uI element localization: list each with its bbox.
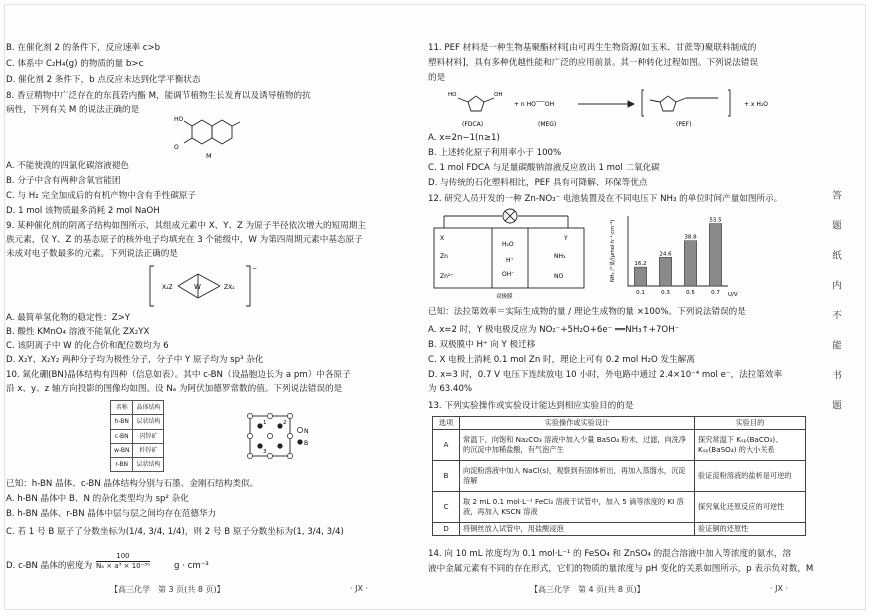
table-header: 名称 — [111, 401, 133, 415]
q13-stem: 13. 下列实验操作或实验设计能达到相应实验目的的是 — [428, 401, 634, 411]
density-fraction — [96, 552, 150, 571]
meg-reactant: + n HO‾‾‾OH — [514, 101, 555, 108]
table-row — [111, 429, 164, 443]
density-unit: g · cm⁻³ — [174, 561, 209, 571]
chart-bar — [709, 224, 722, 286]
q7-option-b: B. 在催化剂 2 的条件下，反应速率 c>b — [6, 43, 161, 53]
q12-option-d-2: 为 63.40% — [428, 384, 473, 394]
cell-y: Y — [564, 235, 568, 242]
table-header: 晶体结构 — [133, 401, 164, 415]
q13-table — [432, 416, 806, 536]
q9-option-a: A. 最简单氢化物的稳定性：Z>Y — [6, 313, 131, 323]
q12-stem: 12. 研究人员开发的一种 Zn-NO₃⁻ 电池装置及在不同电压下 NH₃ 的单位时间产量如图所示。 — [428, 194, 783, 204]
density-numerator: 100 — [96, 552, 150, 562]
water-product: + x H₂O — [744, 101, 769, 108]
cell-no: NO — [554, 273, 564, 280]
lattice-two: 2 — [283, 420, 287, 426]
q9-option-d: D. X₂Y、X₂Y₂ 两种分子均为极性分子，分子中 Y 原子均为 sp³ 杂化 — [6, 355, 264, 365]
cell-oh: OH⁻ — [502, 271, 515, 278]
fdca-oh: OH — [494, 92, 503, 98]
footer-page-left: 【高三化学 第 3 页(共 8 页)】 — [110, 585, 225, 594]
table-header-row — [111, 401, 164, 415]
table-cell: 闪锌矿 — [133, 429, 164, 443]
table-header: 选项 — [433, 417, 460, 430]
table-row — [111, 415, 164, 429]
table-cell: c-BN — [111, 429, 133, 443]
q10-option-d: D. c-BN 晶体的密度为 — [6, 561, 93, 571]
q8-stem-1: 8. 香豆精物中广泛存在的东莨菪内酯 M，能调节植物生长发育以及诱导植物的抗 — [6, 91, 311, 101]
chart-bar — [634, 267, 647, 286]
q9-stem-1: 9. 某种催化剂的阴离子结构如图所示，其组成元素中 X、Y、Z 为原子半径依次增大的短周期主 — [6, 221, 366, 231]
q12-option-c: C. X 电极上消耗 0.1 mol Zn 时，理论上可有 0.2 mol H₂O 发生解离 — [428, 355, 695, 365]
zn-no3-cell-diagram — [428, 206, 598, 302]
chart-tick-label: 0.5 — [686, 290, 695, 296]
sidebar-char: 答 — [830, 190, 841, 200]
sidebar-char: 题 — [830, 220, 841, 230]
table-cell: C — [433, 492, 460, 523]
q12-option-a: A. x=2 时，Y 极电极反应为 NO₂⁻+5H₂O+6e⁻ ══NH₃↑+7OH⁻ — [428, 325, 680, 335]
q8-stem-2: 病性，下列有关 M 的说法正确的是 — [6, 105, 140, 115]
pef-reaction-scheme — [428, 86, 808, 132]
table-header: 实验操作或实验设计 — [460, 417, 695, 430]
q8-option-d: D. 1 mol 该物质最多消耗 2 mol NaOH — [6, 206, 160, 216]
cell-x: X — [440, 235, 445, 242]
chart-bar — [684, 241, 697, 286]
table-cell: 将铜丝放入试管中，用盐酸浸泡 — [460, 523, 695, 536]
chart-tick-label: 0.3 — [661, 290, 670, 296]
q10-stem-1: 10. 氮化硼(BN)晶体结构有四种（信息如表）。其中 c-BN（设晶胞边长为 a pm）中各原子 — [6, 370, 351, 380]
sidebar-char: 内 — [830, 280, 841, 290]
molecule-m-structure — [174, 112, 246, 160]
footer-mark-left: · JX · — [350, 584, 369, 593]
chart-data-label: 53.5 — [709, 217, 722, 224]
table-row — [433, 492, 806, 523]
mol-o: O — [174, 144, 179, 151]
q11-stem-3: 的是 — [428, 73, 446, 83]
pef-label: (PEF) — [676, 121, 692, 128]
footer-mark-right: · JX · — [770, 584, 789, 593]
table-cell: 层状结构 — [133, 415, 164, 429]
bn-structure-table — [110, 400, 164, 472]
q7-option-c: C. 体系中 C₂H₄(g) 的物质的量 b>c — [6, 59, 144, 69]
q11-option-a: A. x=2n−1(n≥1) — [428, 133, 500, 143]
q10-option-c: C. 若 1 号 B 原子了分数坐标为(1/4, 3/4, 1/4)，则 2 号 B 原子分数坐标为(1, 3/4, 3/4) — [6, 527, 344, 537]
q8-option-b: B. 分子中含有两种含氧官能团 — [6, 176, 121, 186]
chart-data-label: 38.8 — [684, 234, 697, 241]
q8-option-c: C. 与 H₂ 完全加成后的有机产物中含有手性碳原子 — [6, 191, 197, 201]
sidebar-char: 能 — [830, 340, 841, 350]
q10-option-b: B. h-BN 晶体、r-BN 晶体中层与层之间均存在范德华力 — [6, 509, 217, 519]
q12-option-b: B. 双极膜中 H⁺ 向 Y 极迁移 — [428, 340, 536, 350]
mol-ho: HO — [174, 116, 184, 123]
bn-lattice-projection — [246, 412, 316, 462]
sidebar-char: 题 — [830, 400, 841, 410]
cell-nh3: NH₃ — [554, 253, 566, 260]
cell-hp: H⁺ — [506, 257, 514, 264]
sidebar-char: 纸 — [830, 250, 841, 260]
table-header-row — [433, 417, 806, 430]
cell-zn2: Zn²⁺ — [440, 273, 454, 280]
q9-option-c: C. 该阴离子中 W 的化合价和配位数均为 6 — [6, 341, 169, 351]
chart-x-axis-label: U/V — [728, 292, 738, 298]
table-cell: 常温下，向饱和 Na₂CO₃ 溶液中加入少量 BaSO₄ 粉末，过滤，向洗净的沉淀中加稀盐酸，有气泡产生 — [460, 430, 695, 461]
cell-zn: Zn — [440, 253, 448, 260]
q11-option-c: C. 1 mol FDCA 与足量碳酸钠溶液反应放出 1 mol 二氧化碳 — [428, 163, 660, 173]
lattice-three: 3 — [263, 449, 267, 455]
chart-data-label: 16.2 — [634, 261, 647, 268]
lattice-one: 1 — [263, 420, 267, 426]
q12-faraday-def: 已知：法拉第效率＝实际生成物的量 / 理论生成物的量 ×100%。下列说法错误的是 — [428, 307, 746, 317]
chart-tick-label: 0.1 — [636, 290, 645, 296]
table-cell: 纤锌矿 — [133, 443, 164, 457]
cell-h2o: H₂O — [502, 241, 514, 248]
table-cell: 取 2 mL 0.1 mol·L⁻¹ FeCl₃ 溶液于试管中，加入 5 滴等浓度的 KI 溶液，再加入 KSCN 溶液 — [460, 492, 695, 523]
q10-option-a: A. h-BN 晶体中 B、N 的杂化类型均为 sp² 杂化 — [6, 494, 189, 504]
anion-zx: ZX₂ — [224, 284, 235, 291]
chart-y-axis-label: NH₃ 产量/(μmol·h⁻¹·cm⁻²) — [610, 219, 616, 282]
q7-option-d: D. 催化剂 2 条件下，b 点反应未达到化学平衡状态 — [6, 75, 201, 85]
anion-xzz: X₂Z — [162, 284, 173, 291]
table-cell: 层状结构 — [133, 458, 164, 472]
q14-stem-1: 14. 向 10 mL 浓度均为 0.1 mol·L⁻¹ 的 FeSO₄ 和 ZnSO₄ 的混合溶液中加入等浓度的氨水，溶 — [428, 549, 792, 559]
q11-option-b: B. 上述转化原子利用率小于 100% — [428, 148, 562, 158]
q9-stem-2: 族元素，仅 Y、Z 的基态原子的核外电子均填充在 3 个能级中，W 为第四周期元素中基态原子 — [6, 235, 363, 245]
table-cell: 向淀粉溶液中加入 NaCl(s)，观察到有固体析出，再加入蒸馏水，沉淀溶解 — [460, 461, 695, 492]
q11-stem-1: 11. PEF 材料是一种生物基聚酯材料[由可再生生物资源(如玉米、甘蔗等)聚联料制成的 — [428, 43, 757, 53]
q10-stem-2: 沿 x、y、z 轴方向投影的图像均如图。设 Nₐ 为阿伏加德罗常数的值。下列说法错误的是 — [6, 384, 343, 394]
table-cell: 验证铜的还原性 — [695, 523, 806, 536]
mol-label: M — [206, 152, 212, 160]
chart-bar — [659, 257, 672, 286]
table-row — [433, 461, 806, 492]
table-cell: A — [433, 430, 460, 461]
cell-membrane-label: 双极膜 — [496, 294, 513, 300]
q9-option-b: B. 酸性 KMnO₄ 溶液不能氧化 ZX₂YX — [6, 327, 150, 337]
q12-option-d-1: D. x=3 时，0.7 V 电压下连续放电 10 小时，外电路中通过 2.4×10⁻⁴ mol e⁻，法拉第效率 — [428, 370, 783, 380]
table-cell: 探究氧化还原反应的可逆性 — [695, 492, 806, 523]
chart-data-label: 24.6 — [659, 251, 672, 258]
table-cell: 验证淀粉溶液的盐析是可逆的 — [695, 461, 806, 492]
table-row — [111, 443, 164, 457]
q14-stem-2: 液中金属元素有不同的存在形式，它们的物质的量浓度与 pH 变化的关系如图所示，p 表示负对数，M — [428, 564, 814, 574]
anion-structure — [148, 262, 258, 310]
fdca-ho: HO — [448, 92, 457, 98]
q11-option-d: D. 与传统的石化塑料相比，PEF 具有可降解、环保等优点 — [428, 178, 648, 188]
table-cell: h-BN — [111, 415, 133, 429]
table-cell: B — [433, 461, 460, 492]
table-cell: 探究常温下 Kₛₚ(BaCO₃)、Kₛₚ(BaSO₄) 的大小关系 — [695, 430, 806, 461]
chart-tick-label: 0.7 — [711, 290, 720, 296]
q11-stem-2: 塑料材料]，具有多种优越性能和广泛的应用前景。其一种转化过程如图。下列说法错误 — [428, 58, 758, 68]
table-header: 实验目的 — [695, 417, 806, 430]
density-denominator: Nₐ × a³ × 10⁻³⁰ — [96, 562, 150, 570]
q10-known: 已知：h-BN 晶体、c-BN 晶体结构分别与石墨、金刚石结构类似。 — [6, 479, 259, 489]
table-row — [433, 430, 806, 461]
fdca-label: (FDCA) — [462, 121, 484, 128]
table-cell: w-BN — [111, 443, 133, 457]
q8-option-a: A. 不能使溴的四氯化碳溶液褪色 — [6, 161, 129, 171]
sidebar-char: 书 — [830, 370, 841, 380]
footer-page-right: 【高三化学 第 4 页(共 8 页)】 — [530, 585, 645, 594]
nh3-yield-chart — [606, 206, 756, 302]
table-cell: D — [433, 523, 460, 536]
meg-label: (MEG) — [538, 121, 557, 128]
table-row — [433, 523, 806, 536]
table-row — [111, 458, 164, 472]
binding-margin-notice — [820, 190, 850, 430]
table-cell: r-BN — [111, 458, 133, 472]
anion-charge: − — [252, 265, 258, 272]
q9-stem-3: 未成对电子数最多的元素。下列说法正确的是 — [6, 249, 178, 259]
legend-b: B — [304, 440, 309, 447]
legend-n: N — [304, 428, 309, 435]
sidebar-char: 不 — [830, 310, 841, 320]
anion-w: W — [194, 283, 201, 291]
